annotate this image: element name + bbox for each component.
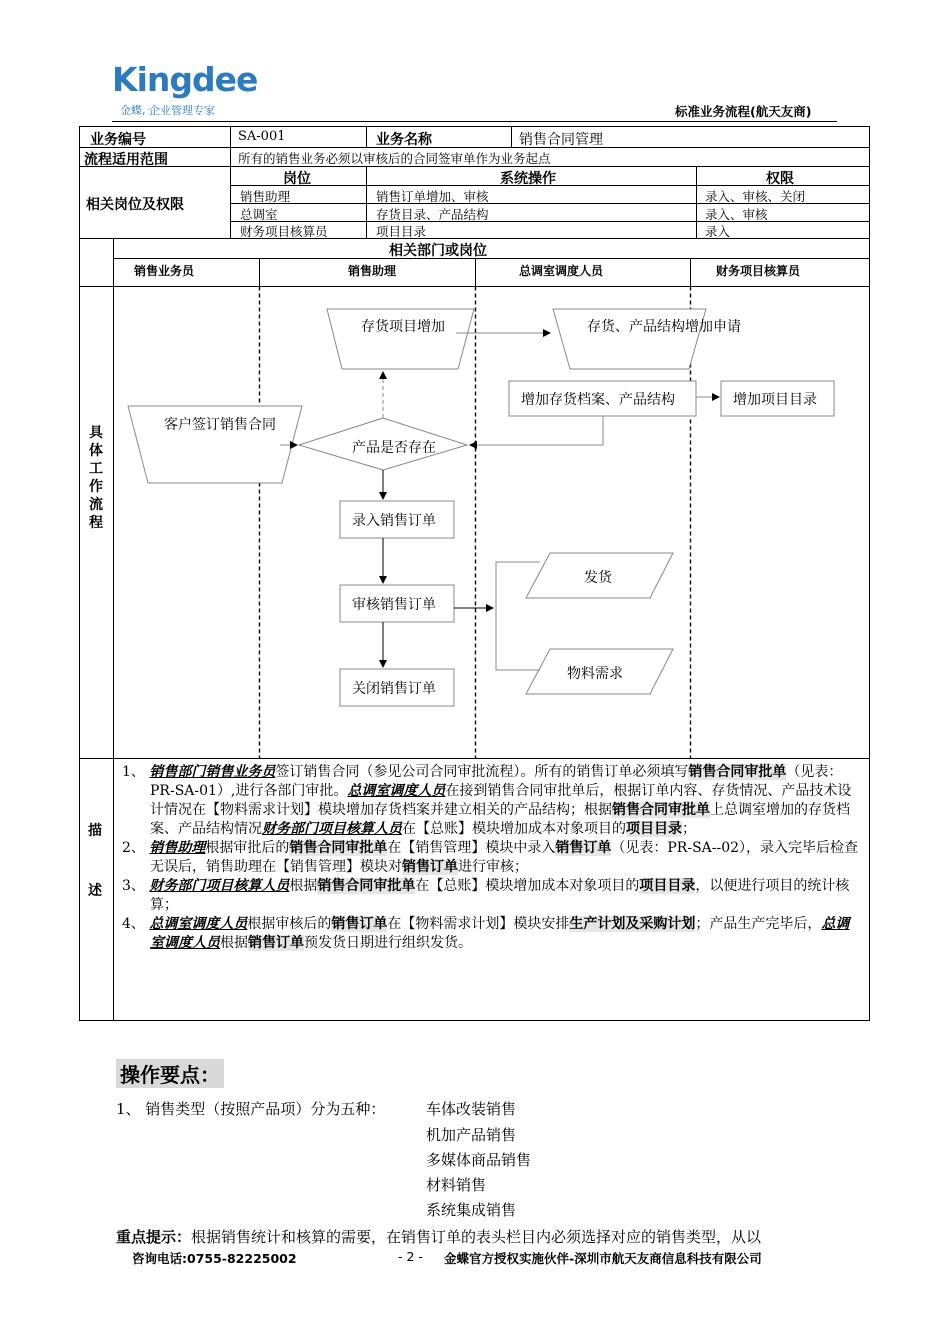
ops-item-1: 1、 销售类型（按照产品项）分为五种： xyxy=(116,1100,386,1118)
sales-type: 材料销售 xyxy=(426,1176,487,1194)
desc-side-label: 述 xyxy=(88,883,102,899)
node-inventory-request: 存货、产品结构增加申请 xyxy=(587,319,741,335)
role-row-ops: 销售订单增加、审核 xyxy=(376,189,489,204)
key-tip xyxy=(116,1226,761,1247)
tip-label: 重点提示： xyxy=(116,1228,192,1246)
sales-type: 机加产品销售 xyxy=(426,1126,517,1144)
role-row-post: 总调室 xyxy=(240,207,278,222)
desc-item: 3、 财务部门项目核算人员根据销售合同审批单在【总账】模块增加成本对象项目的项目目录，以便进行项目的统计核算； xyxy=(122,878,850,913)
col-ops: 系统操作 xyxy=(500,171,556,187)
code-value: SA-001 xyxy=(238,129,286,144)
node-product-exists: 产品是否存在 xyxy=(352,440,436,456)
lane-header: 总调室调度人员 xyxy=(519,264,604,278)
desc-item: 2、 销售助理根据审批后的销售合同审批单在【销售管理】模块中录入销售订单（见表：PR-SA--02），录入完毕后检查无误后，销售助理在【销售管理】模块对销售订单进行审核； xyxy=(122,840,859,875)
sales-type: 多媒体商品销售 xyxy=(426,1151,532,1169)
node-ship: 发货 xyxy=(584,570,612,586)
desc-side-label: 描 xyxy=(88,823,102,839)
lane-header: 销售业务员 xyxy=(134,264,195,278)
node-inventory-add: 存货项目增加 xyxy=(361,319,445,335)
role-row-post: 销售助理 xyxy=(240,189,291,204)
sales-type: 车体改装销售 xyxy=(426,1100,517,1118)
code-label: 业务编号 xyxy=(90,132,146,148)
doc-type: 标准业务流程(航天友商) xyxy=(675,104,812,119)
role-row-perm: 录入 xyxy=(705,224,731,239)
node-audit-order: 审核销售订单 xyxy=(352,597,436,613)
col-post: 岗位 xyxy=(283,171,311,187)
footer-page: - 2 - xyxy=(398,1249,423,1264)
col-perm: 权限 xyxy=(766,171,794,187)
role-row-ops: 存货目录、产品结构 xyxy=(376,207,489,222)
node-close-order: 关闭销售订单 xyxy=(352,681,436,697)
desc-item: 1、 销售部门销售业务员签订销售合同（参见公司合同审批流程）。所有的销售订单必须填写销售合同审批单（见表：PR-SA-01）,进行各部门审批。总调室调度人员在接到销售合同审批单后，根据订单内容、存货情况、产品技术设计情况在【物料需求计划】模块增加存货档案并建立相关的产品结构；根据销售合同审批单上总调室增加的存货档案、产品结构情况财务部门项目核算人员在【总账】模块增加成本对象项目的项目目录； xyxy=(122,764,852,837)
footer-company: 金蝶官方授权实施伙伴-深圳市航天友商信息科技有限公司 xyxy=(444,1251,762,1266)
node-add-archive: 增加存货档案、产品结构 xyxy=(521,392,675,408)
lane-header: 财务项目核算员 xyxy=(716,264,801,278)
scope-label: 流程适用范围 xyxy=(84,152,168,168)
scope-value: 所有的销售业务必须以审核后的合同签审单作为业务起点 xyxy=(238,151,551,166)
role-row-post: 财务项目核算员 xyxy=(240,224,328,239)
dept-title: 相关部门或岗位 xyxy=(389,243,487,259)
role-row-perm: 录入、审核、关闭 xyxy=(705,189,806,204)
tip-text: 根据销售统计和核算的需要，在销售订单的表头栏目内必须选择对应的销售类型，从以 xyxy=(191,1228,762,1246)
lane-header: 销售助理 xyxy=(348,264,397,278)
node-material-demand: 物料需求 xyxy=(567,666,623,682)
description-body xyxy=(122,763,862,953)
footer-phone: 咨询电话:0755-82225002 xyxy=(132,1251,297,1266)
logo-text: Kingdee xyxy=(112,60,258,99)
sales-type: 系统集成销售 xyxy=(426,1201,517,1219)
roles-label: 相关岗位及权限 xyxy=(86,197,184,213)
logo-slogan: 金蝶, 企业管理专家 xyxy=(120,104,215,117)
desc-item: 4、 总调室调度人员根据审核后的销售订单在【物料需求计划】模块安排生产计划及采购计划；产品生产完毕后，总调室调度人员根据销售订单预发货日期进行组织发货。 xyxy=(122,916,850,951)
ops-title: 操作要点： xyxy=(116,1059,224,1088)
node-enter-order: 录入销售订单 xyxy=(352,513,436,529)
role-row-perm: 录入、审核 xyxy=(705,207,768,222)
role-row-ops: 项目目录 xyxy=(376,224,427,239)
name-value: 销售合同管理 xyxy=(519,132,603,148)
flow-side-label: 具体工作流程 xyxy=(89,425,103,531)
node-add-project: 增加项目目录 xyxy=(733,392,817,408)
node-customer-contract: 客户签订销售合同 xyxy=(164,417,276,433)
name-label: 业务名称 xyxy=(376,132,432,148)
